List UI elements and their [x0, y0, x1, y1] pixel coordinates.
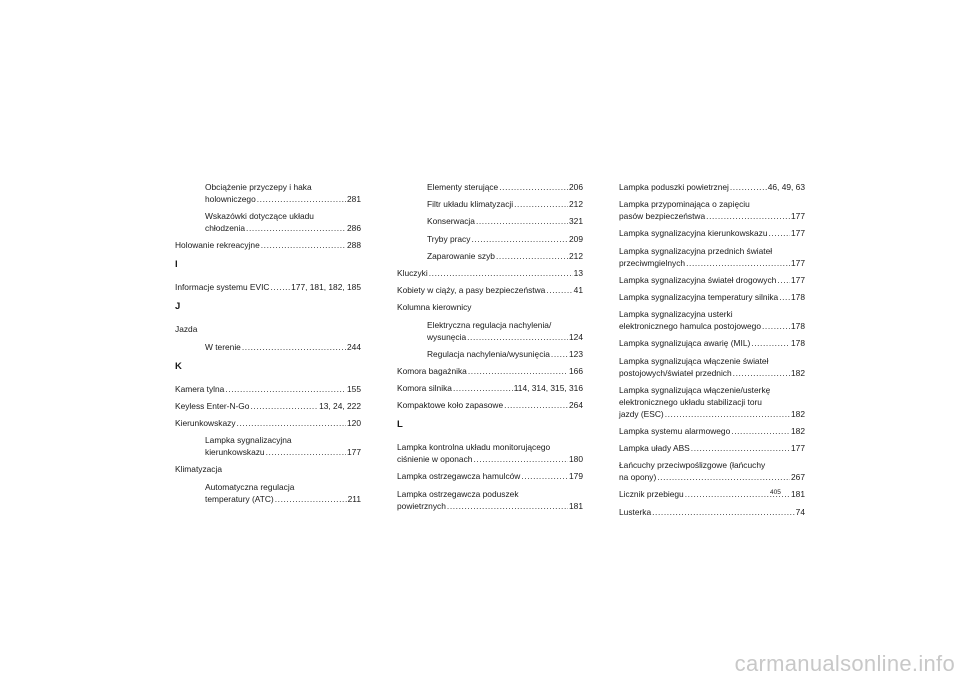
index-entry-text: Holowanie rekreacyjne: [175, 240, 260, 251]
index-entry-text: elektronicznego układu stabilizacji toru: [619, 396, 762, 407]
index-entry: [619, 245, 805, 269]
index-entry-text: Lampka sygnalizująca włączenie świateł: [619, 355, 769, 366]
index-entry: [175, 383, 361, 395]
index-entry-text: Lampka sygnalizująca awarię (MIL): [619, 338, 751, 349]
index-entry-pages: 212: [569, 250, 583, 261]
index-entry: [397, 301, 583, 313]
index-entry-text: Lampka ostrzegawcza poduszek: [397, 488, 519, 499]
index-entry-pages: 212: [569, 199, 583, 210]
index-entry-text: powietrznych: [397, 500, 446, 511]
index-entry-pages: 182: [791, 425, 805, 436]
index-entry: [397, 488, 583, 512]
index-entry-pages: 181: [569, 500, 583, 511]
dot-leader: [467, 331, 568, 343]
index-entry-pages: 209: [569, 233, 583, 244]
index-entry-pages: 267: [791, 472, 805, 483]
index-entry: [175, 481, 361, 505]
index-entry-text: Licznik przebiegu: [619, 489, 684, 500]
dot-leader: [242, 341, 346, 353]
index-entry-text: elektronicznego hamulca postojowego: [619, 321, 761, 332]
index-entry-pages: 182: [791, 367, 805, 378]
index-entry-text: Kompaktowe koło zapasowe: [397, 400, 504, 411]
index-entry-text: Lampka sygnalizacyjna: [205, 435, 292, 446]
dot-leader: [468, 365, 568, 377]
index-entry: [619, 425, 805, 437]
dot-leader: [551, 348, 568, 360]
index-entry-pages: 155: [347, 383, 361, 394]
index-entry-text: Tryby pracy: [427, 233, 471, 244]
dot-leader: [652, 506, 795, 518]
index-entry-pages: 179: [569, 471, 583, 482]
index-entry-text: W terenie: [205, 341, 241, 352]
dot-leader: [730, 181, 767, 193]
dot-leader: [275, 493, 347, 505]
index-entry-pages: 177: [791, 257, 805, 268]
index-entry: [175, 417, 361, 429]
index-entry-pages: 13: [573, 267, 583, 278]
index-entry-pages: 178: [791, 291, 805, 302]
index-column-1: [175, 181, 361, 510]
index-entry-pages: 13, 24, 222: [319, 400, 361, 411]
index-entry-text: Jazda: [175, 324, 198, 335]
index-entry: [619, 442, 805, 454]
index-entry-text: Lampka kontrolna układu monitorującego: [397, 442, 551, 453]
index-entry-pages: 321: [569, 216, 583, 227]
dot-leader: [546, 284, 572, 296]
index-entry: [397, 365, 583, 377]
dot-leader: [453, 382, 513, 394]
index-entry-pages: 211: [347, 493, 361, 504]
index-entry-text: Lampka systemu alarmowego: [619, 425, 731, 436]
dot-leader: [250, 400, 318, 412]
dot-leader: [225, 383, 346, 395]
index-entry-text: Kobiety w ciąży, a pasy bezpieczeństwa: [397, 285, 546, 296]
dot-leader: [691, 442, 790, 454]
index-entry: [175, 323, 361, 335]
dot-leader: [246, 222, 346, 234]
dot-leader: [447, 500, 568, 512]
index-entry: [619, 274, 805, 286]
index-entry-pages: 177: [347, 447, 361, 458]
dot-leader: [499, 181, 568, 193]
index-entry-pages: 114, 314, 315, 316: [513, 383, 583, 394]
dot-leader: [270, 281, 290, 293]
dot-leader: [266, 446, 346, 458]
index-entry: [175, 463, 361, 475]
index-entry-text: Kamera tylna: [175, 383, 225, 394]
index-entry-pages: 41: [573, 285, 583, 296]
index-entry-text: holowniczego: [205, 194, 256, 204]
index-entry-text: Lampka sygnalizacyjna kierunkowskazu: [619, 228, 768, 239]
index-entry-text: Wskazówki dotyczące układu: [205, 211, 314, 222]
index-entry: [397, 215, 583, 227]
index-entry: [175, 210, 361, 234]
index-entry-pages: 177: [791, 443, 805, 454]
index-entry: [175, 281, 361, 293]
dot-leader: [476, 215, 568, 227]
index-entry: [397, 470, 583, 482]
index-entry-text: Lampka ułady ABS: [619, 443, 690, 454]
index-entry-text: Lampka sygnalizacyjna usterki: [619, 309, 733, 320]
watermark: carmanualsonline.info: [734, 651, 955, 676]
index-entry: [397, 181, 583, 193]
index-entry-pages: 177: [791, 274, 805, 285]
index-entry: [175, 400, 361, 412]
index-entry-pages: 180: [569, 454, 583, 465]
index-entry-text: Łańcuchy przeciwpoślizgowe (łańcuchy: [619, 460, 766, 471]
index-entry-pages: 46, 49, 63: [767, 182, 805, 192]
dot-leader: [496, 250, 568, 262]
dot-leader: [751, 337, 790, 349]
index-entry: [619, 337, 805, 349]
index-entry-text: Lampka sygnalizacyjna świateł drogowych: [619, 274, 777, 285]
index-letter-heading: J: [175, 301, 181, 313]
dot-leader: [706, 210, 790, 222]
index-entry-text: Lusterka: [619, 506, 652, 517]
index-entry: [619, 181, 805, 193]
index-entry-text: Automatyczna regulacja: [205, 481, 295, 492]
index-entry-pages: 281: [347, 194, 361, 204]
index-entry-text: Elementy sterujące: [427, 182, 499, 192]
index-entry-text: na opony): [619, 472, 657, 483]
index-entry-text: jazdy (ESC): [619, 408, 664, 419]
index-entry: [397, 382, 583, 394]
index-entry-text: Lampka sygnalizująca włączenie/usterkę: [619, 384, 771, 395]
index-letter-heading: L: [397, 419, 403, 431]
index-entry-text: wysunęcia: [427, 331, 467, 342]
dot-leader: [777, 274, 790, 286]
dot-leader: [733, 367, 790, 379]
index-entry-pages: 120: [347, 417, 361, 428]
index-entry-text: ciśnienie w oponach: [397, 454, 473, 465]
index-entry-text: kierunkowskazu: [205, 447, 265, 458]
index-entry: [619, 355, 805, 379]
dot-leader: [473, 453, 568, 465]
index-entry: [175, 341, 361, 353]
index-entry-text: Kluczyki: [397, 267, 428, 278]
index-entry-text: Klimatyzacja: [175, 464, 223, 475]
index-entry: [397, 348, 583, 360]
index-entry-text: Lampka sygnalizacyjna przednich świateł: [619, 245, 773, 256]
dot-leader: [429, 267, 573, 279]
index-entry-text: pasów bezpieczeństwa: [619, 211, 706, 222]
index-entry-pages: 177: [791, 228, 805, 239]
dot-leader: [521, 470, 568, 482]
index-entry-pages: 286: [347, 223, 361, 234]
index-entry: [397, 441, 583, 465]
index-entry-text: Komora bagażnika: [397, 365, 467, 376]
dot-leader: [779, 291, 790, 303]
index-entry-text: Informacje systemu EVIC: [175, 282, 270, 293]
index-entry-pages: 74: [795, 506, 805, 517]
index-entry: [175, 239, 361, 251]
index-entry-pages: 166: [569, 365, 583, 376]
index-letter-heading: K: [175, 360, 182, 372]
index-entry: [397, 250, 583, 262]
dot-leader: [261, 239, 346, 251]
index-entry-pages: 123: [569, 348, 583, 359]
index-entry-pages: 264: [569, 400, 583, 411]
index-entry-text: chłodzenia: [205, 223, 246, 234]
dot-leader: [686, 257, 790, 269]
index-entry-text: Lampka przypominająca o zapięciu: [619, 199, 750, 210]
index-entry-text: Lampka sygnalizacyjna temperatury silnika: [619, 291, 779, 302]
index-entry-pages: 288: [347, 240, 361, 251]
index-entry-text: Kierunkowskazy: [175, 417, 236, 428]
index-entry: [619, 291, 805, 303]
index-entry-text: Keyless Enter-N-Go: [175, 400, 250, 411]
index-entry-text: Konserwacja: [427, 216, 475, 227]
index-entry: [397, 319, 583, 343]
index-entry-text: Lampka ostrzegawcza hamulców: [397, 471, 521, 482]
dot-leader: [257, 193, 346, 205]
dot-leader: [514, 198, 568, 210]
index-entry-pages: 182: [791, 408, 805, 419]
dot-leader: [237, 417, 347, 429]
index-entry-pages: 244: [347, 341, 361, 352]
index-entry-text: temperatury (ATC): [205, 493, 274, 504]
index-entry: [175, 181, 361, 205]
index-column-3: [619, 181, 805, 523]
index-entry-pages: 177: [791, 211, 805, 222]
index-entry: [619, 198, 805, 222]
index-entry: [619, 384, 805, 420]
index-entry: [397, 267, 583, 279]
index-entry-pages: 181: [791, 489, 805, 500]
dot-leader: [665, 408, 790, 420]
index-entry-text: Lampka poduszki powietrznej: [619, 182, 729, 192]
index-entry-text: Zaparowanie szyb: [427, 250, 495, 261]
dot-leader: [657, 471, 790, 483]
index-entry: [619, 227, 805, 239]
index-entry-pages: 206: [569, 182, 583, 192]
index-entry: [397, 284, 583, 296]
index-entry: [175, 434, 361, 458]
index-entry-text: Filtr układu klimatyzacji: [427, 199, 514, 210]
dot-leader: [471, 233, 568, 245]
index-entry-text: Obciążenie przyczepy i haka: [205, 182, 312, 192]
index-entry-pages: 124: [569, 331, 583, 342]
index-entry: [619, 506, 805, 518]
index-entry-text: Komora silnika: [397, 383, 452, 394]
index-entry-text: przeciwmgielnych: [619, 257, 686, 268]
index-column-2: [397, 181, 583, 517]
dot-leader: [731, 425, 790, 437]
index-entry-text: Elektryczna regulacja nachylenia/: [427, 319, 552, 330]
index-entry-pages: 178: [791, 338, 805, 349]
index-entry-text: Kolumna kierownicy: [397, 302, 472, 313]
index-entry: [619, 459, 805, 483]
dot-leader: [504, 399, 568, 411]
index-entry-pages: 178: [791, 321, 805, 332]
page-number: 405: [770, 489, 781, 496]
index-entry-text: Regulacja nachylenia/wysunięcia: [427, 348, 550, 359]
index-entry-pages: 177, 181, 182, 185: [291, 282, 361, 293]
index-entry-text: postojowych/świateł przednich: [619, 367, 732, 378]
index-letter-heading: I: [175, 259, 178, 271]
dot-leader: [769, 227, 791, 239]
index-entry: [397, 198, 583, 210]
dot-leader: [762, 320, 790, 332]
index-entry: [619, 308, 805, 332]
index-entry: [397, 399, 583, 411]
index-entry: [397, 233, 583, 245]
